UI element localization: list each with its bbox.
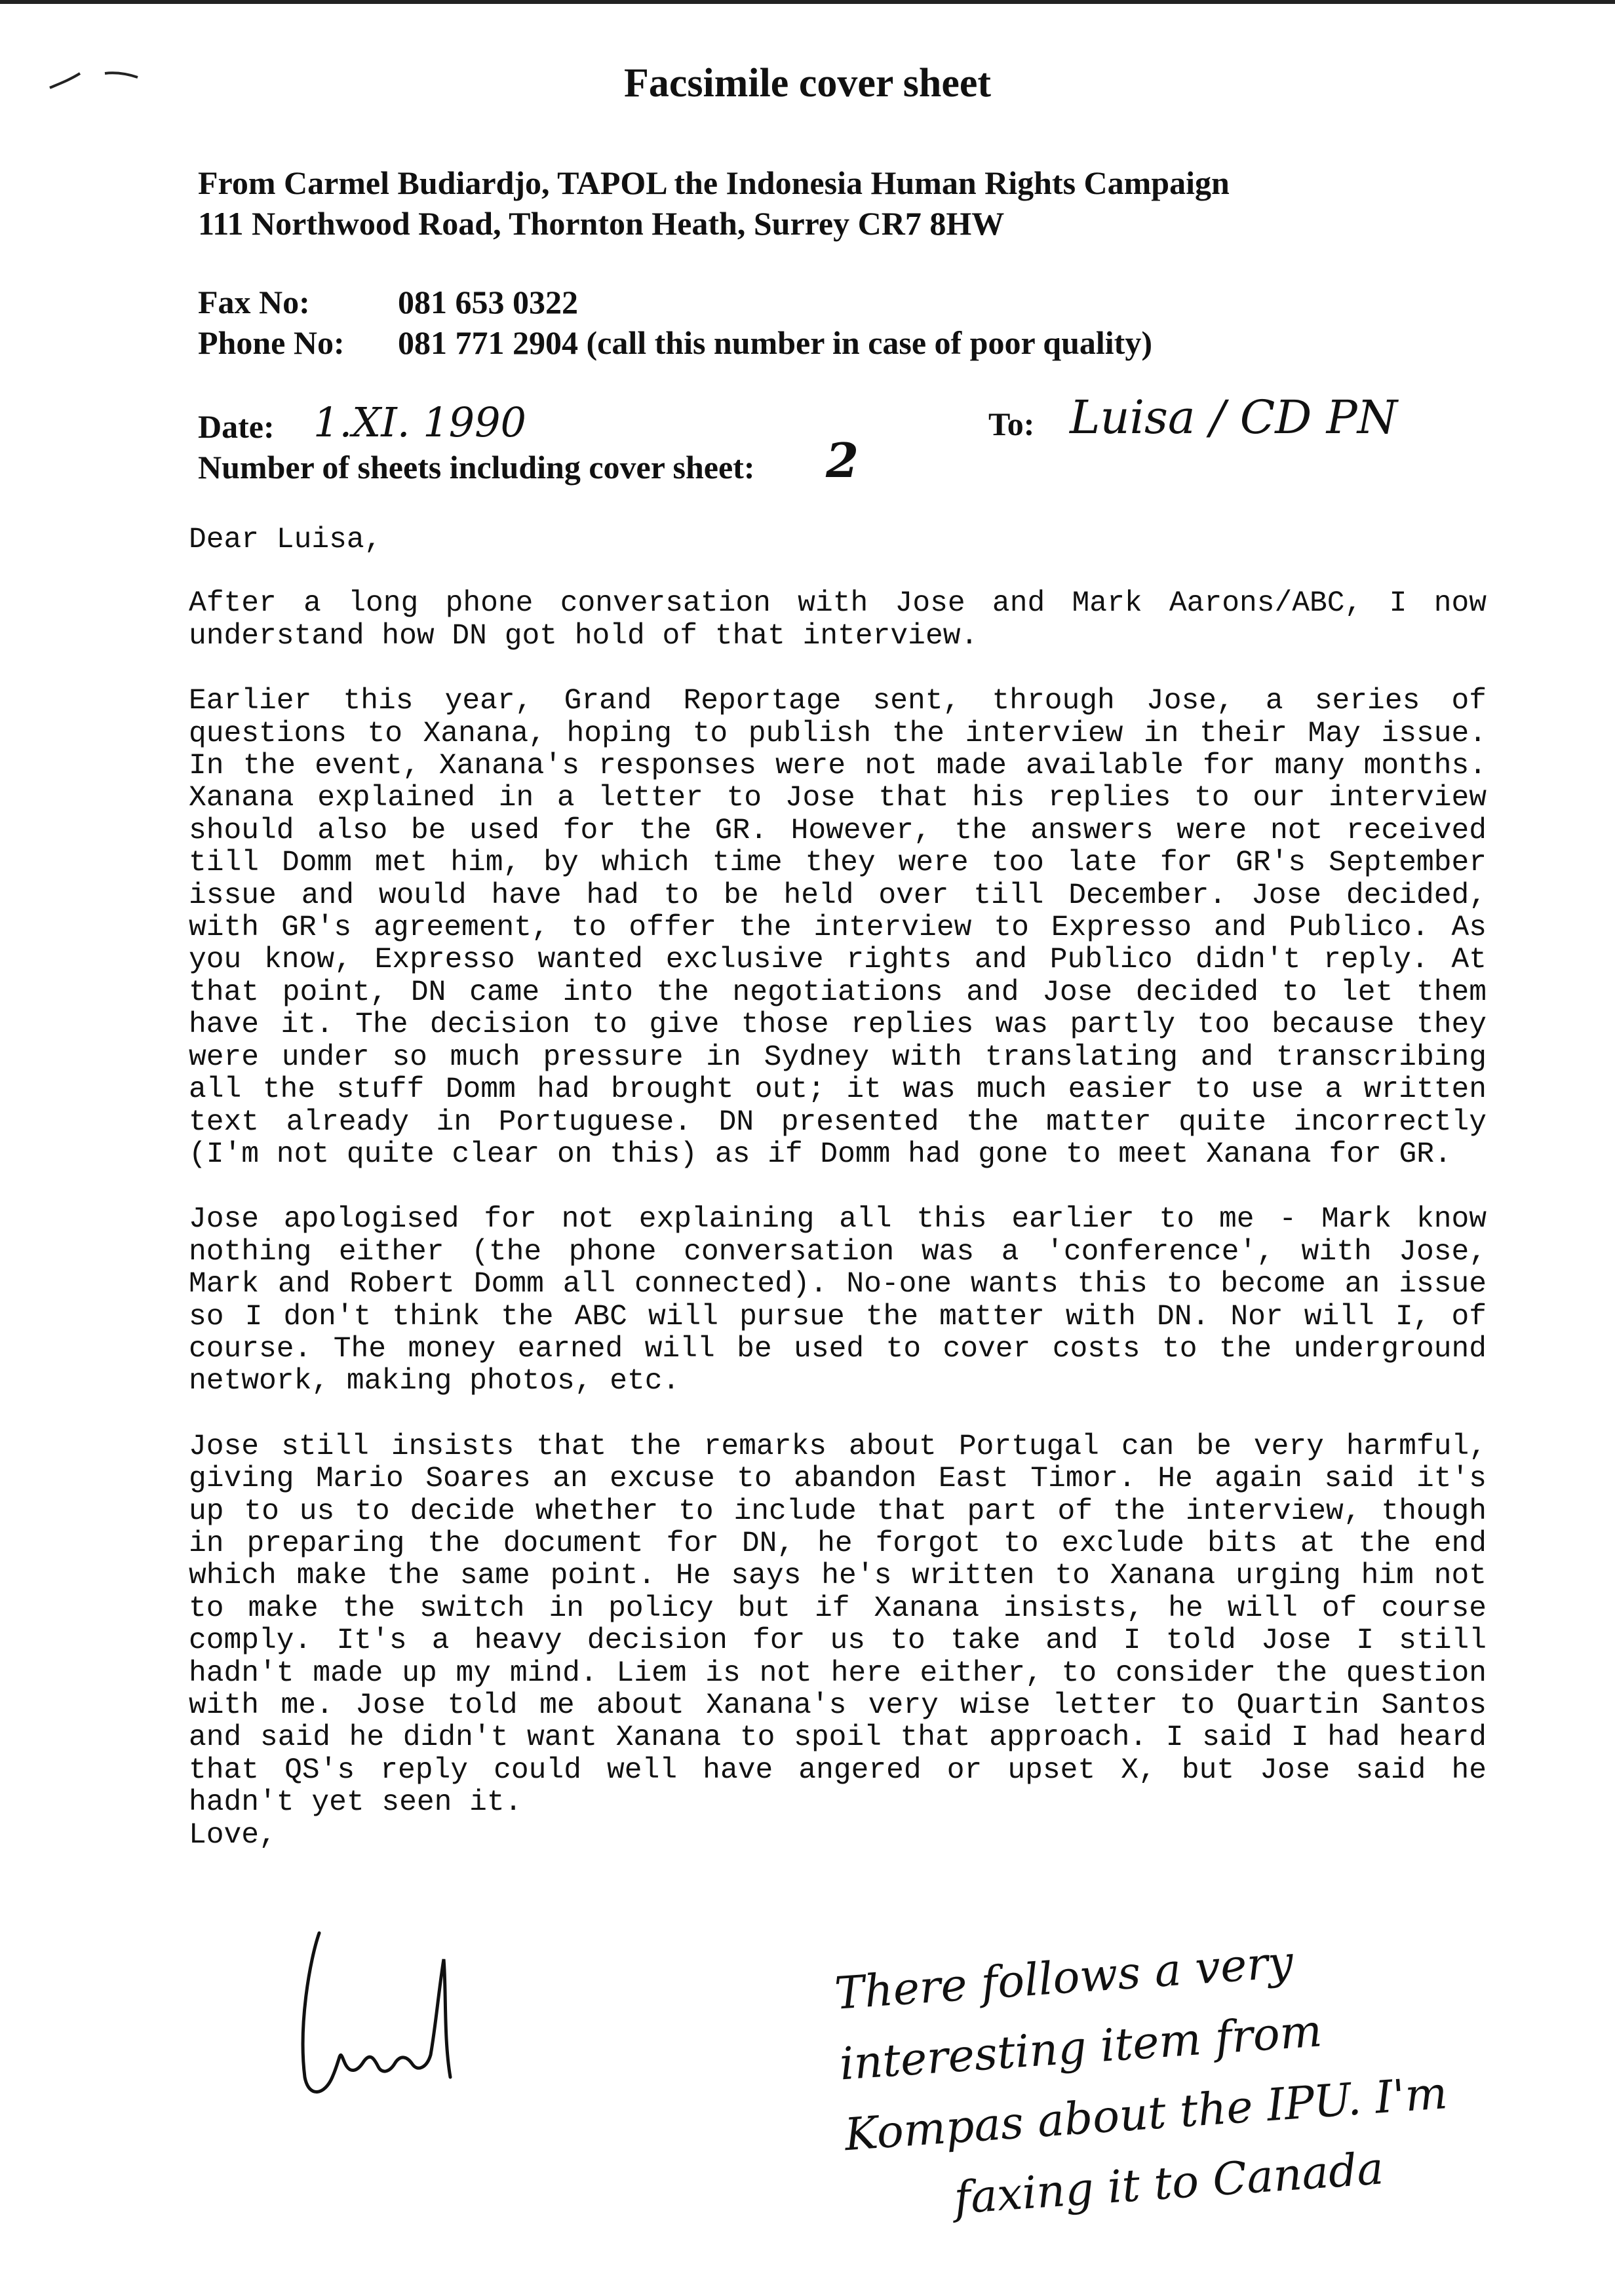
fax-value: 081 653 0322 [398, 284, 578, 320]
phone-number-row [198, 324, 1152, 362]
note-line-3: Kompas about the IPU. I'm [843, 2067, 1449, 2162]
paragraph-4: Jose still insists that the remarks about Portugal can be very harmful, giving Mario Soares an excuse to abandon East Timor. He again said it's up to us to decide whether to include that part of the interview, though in preparing the document for DN, he forgot to exclude bits at the end which make the same point. He says he's written to Xanana urging him not to make the switch in policy but if Xanana insists, he will of course comply. It's a heavy decision for us to take and I told Jose I still hadn't made up my mind. Liem is not here either, to consider the question with me. Jose told me about Xanana's very wise letter to Quartin Santos and said he didn't want Xanana to spoil that approach. I said I had heard that QS's reply could well have angered or upset X, but Jose said he hadn't yet seen it. [189, 1430, 1487, 1820]
recipient-handwritten: Luisa / CD PN [1070, 391, 1397, 444]
letter-body [189, 524, 1487, 1852]
fax-label: Fax No: [198, 284, 310, 320]
fax-number-row [198, 283, 578, 321]
note-line-1: There follows a very [832, 1936, 1295, 2020]
sheets-label: Number of sheets including cover sheet: [198, 449, 755, 486]
sheets-count-handwritten: 2 [826, 432, 859, 488]
date-handwritten: 1.XI. 1990 [313, 398, 526, 446]
greeting: Dear Luisa, [189, 524, 382, 556]
page-title: Facsimile cover sheet [623, 61, 992, 105]
handwritten-note [832, 1909, 1578, 2242]
date-label: Date: [198, 408, 275, 445]
paragraph-2: Earlier this year, Grand Reportage sent, through Jose, a series of questions to Xanana, hoping to publish the interview in their May issue. In the event, Xanana's responses were not made available for many months. Xanana explained in a letter to Jose that his replies to our interview should also be used for the GR. However, the answers were not received till Domm met him, by which time they were too late for GR's September issue and would have had to be held over till December. Jose decided, with GR's agreement, to offer the interview to Expresso and Publico. As you know, Expresso wanted exclusive rights and Publico didn't reply. At that point, DN came into the negotiations and Jose decided to let them have it. The decision to give those replies was partly too because they were under so much pressure in Sydney with translating and transcribing all the stuff Domm had brought out; it was much easier to use a written text already in Portuguese. DN presented the matter quite incorrectly (I'm not quite clear on this) as if Domm had gone to meet Xanana for GR. [189, 685, 1487, 1171]
note-line-2: interesting item from [838, 2005, 1324, 2091]
sender-line: From Carmel Budiardjo, TAPOL the Indonesia Human Rights Campaign [198, 164, 1230, 201]
closing: Love, [189, 1818, 277, 1852]
phone-label: Phone No: [198, 324, 345, 361]
to-label: To: [988, 406, 1035, 442]
paragraph-1: After a long phone conversation with Jose and Mark Aarons/ABC, I now understand how DN got hold of that interview. [189, 587, 1487, 653]
phone-value: 081 771 2904 (call this number in case of poor quality) [398, 324, 1152, 361]
note-line-4: faxing it to Canada [952, 2143, 1386, 2225]
sender-address: 111 Northwood Road, Thornton Heath, Surrey CR7 8HW [198, 205, 1005, 242]
paragraph-3: Jose apologised for not explaining all this earlier to me - Mark know nothing either (the phone conversation was a 'conference', with Jose, Mark and Robert Domm all connected). No-one wants this to become an issue so I don't think the ABC will pursue the matter with DN. Nor will I, of course. The money earned will be used to cover costs to the underground network, making photos, etc. [189, 1203, 1487, 1398]
handwritten-signature [279, 1920, 488, 2116]
top-border-line [0, 0, 1615, 4]
